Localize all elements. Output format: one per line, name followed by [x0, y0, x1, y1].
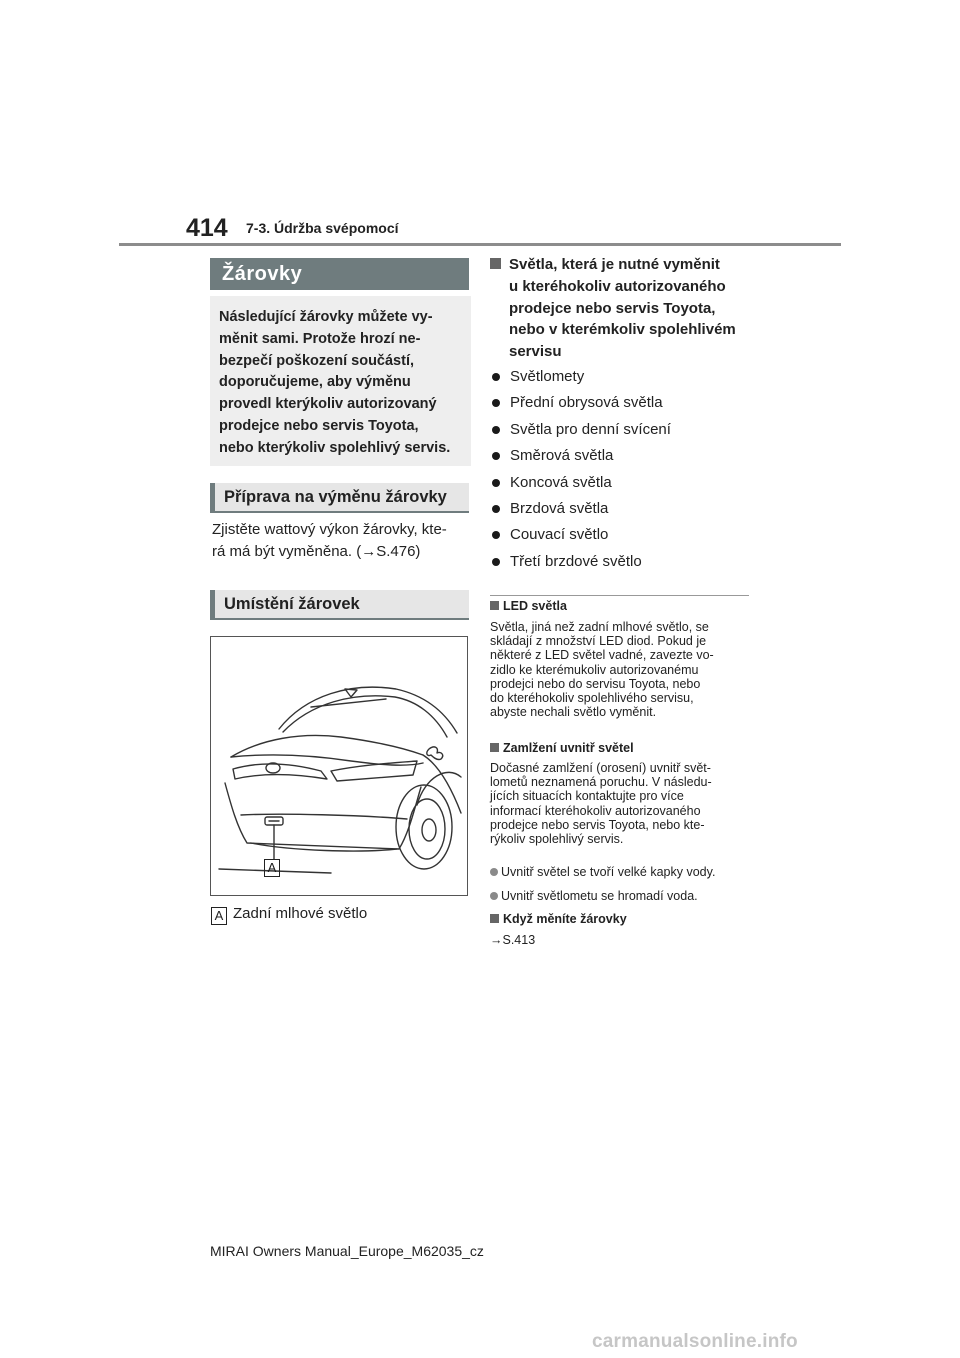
header-divider: [119, 243, 841, 246]
list-item: Přední obrysová světla: [490, 392, 750, 418]
note-line: zidlo ke kterémukoliv autorizovanému: [490, 662, 699, 677]
figure-legend: [211, 905, 367, 925]
fog-item: [490, 889, 698, 903]
dealer-replace-heading: [490, 254, 750, 363]
note-line: lometů neznamená poruchu. V následu-: [490, 775, 712, 790]
square-bullet-icon: [490, 601, 499, 610]
prep-heading: Příprava na výměnu žárovky: [210, 483, 469, 513]
prep-text: [212, 519, 447, 563]
square-bullet-icon: [490, 258, 501, 269]
list-item: Světla pro denní svícení: [490, 419, 750, 445]
square-bullet-icon: [490, 743, 499, 752]
page-number: 414: [186, 214, 228, 242]
note-line: jících situacích kontaktujte pro více: [490, 789, 684, 804]
intro-line: doporučujeme, aby výměnu: [219, 374, 411, 391]
note-line: rýkoliv spolehlivý servis.: [490, 832, 624, 847]
led-text: [490, 620, 752, 719]
note-line: abyste nechali světlo vyměnit.: [490, 705, 657, 720]
list-item: Couvací světlo: [490, 524, 750, 550]
intro-line: Následující žárovky můžete vy-: [219, 309, 433, 325]
intro-box: [210, 296, 471, 466]
circle-bullet-icon: [490, 892, 498, 900]
intro-line: provedl kterýkoliv autorizovaný: [219, 396, 437, 413]
change-heading-text: Když měníte žárovky: [503, 912, 627, 926]
heading-line: prodejce nebo servis Toyota,: [509, 299, 716, 317]
section-breadcrumb: 7-3. Údržba svépomocí: [246, 220, 399, 236]
led-heading-text: LED světla: [503, 599, 567, 613]
intro-line: nebo kterýkoliv spolehlivý servis.: [219, 439, 451, 456]
list-item: Směrová světla: [490, 445, 750, 471]
heading-line: u kteréhokoliv autorizovaného: [509, 277, 726, 295]
location-heading: Umístění žárovek: [210, 590, 469, 620]
fog-item: [490, 865, 715, 879]
note-line: Světla, jiná než zadní mlhové světlo, se: [490, 620, 709, 634]
heading-line: servisu: [509, 343, 562, 361]
legend-callout-a: A: [211, 907, 227, 925]
watermark: carmanualsonline.info: [592, 1331, 798, 1352]
figure-callout-a: A: [264, 859, 280, 877]
notes-divider: [490, 595, 749, 596]
intro-line: bezpečí poškození součástí,: [219, 352, 414, 369]
list-item: Světlomety: [490, 366, 750, 392]
prep-line: rá má být vyměněna. (→S.476): [212, 543, 421, 560]
fog-heading: [490, 741, 634, 755]
note-line: do kteréhokoliv spolehlivého servisu,: [490, 691, 694, 706]
intro-line: prodejce nebo servis Toyota,: [219, 417, 419, 434]
note-line: prodejce nebo servis Toyota, nebo kte-: [490, 817, 705, 832]
fog-heading-text: Zamlžení uvnitř světel: [503, 741, 634, 755]
note-line: skládají z množství LED diod. Pokud je: [490, 634, 707, 649]
change-heading: [490, 912, 627, 926]
square-bullet-icon: [490, 914, 499, 923]
led-heading: [490, 599, 567, 613]
note-line: prodejci nebo do servisu Toyota, nebo: [490, 676, 701, 691]
note-line: informací kteréhokoliv autorizovaného: [490, 803, 701, 818]
light-list: [490, 366, 750, 577]
note-line: Dočasné zamlžení (orosení) uvnitř svět-: [490, 761, 711, 775]
list-item: Třetí brzdové světlo: [490, 551, 750, 577]
list-item: Brzdová světla: [490, 498, 750, 524]
heading-line: nebo v kterémkoliv spolehlivém: [509, 321, 736, 339]
footer-doc-id: MIRAI Owners Manual_Europe_M62035_cz: [210, 1243, 484, 1259]
list-item: Koncová světla: [490, 472, 750, 498]
car-rear-drawing: [211, 637, 467, 895]
page-reference-link[interactable]: →S.413: [490, 933, 536, 947]
note-line: některé z LED světel vadné, zavezte vo-: [490, 648, 714, 663]
heading-line: Světla, která je nutné vyměnit: [509, 256, 720, 273]
fog-text: [490, 761, 752, 846]
circle-bullet-icon: [490, 868, 498, 876]
page-title: Žárovky: [210, 258, 469, 290]
fog-item-text: Uvnitř světlometu se hromadí voda.: [501, 889, 698, 903]
fog-item-text: Uvnitř světel se tvoří velké kapky vody.: [501, 865, 716, 879]
legend-text: Zadní mlhové světlo: [233, 905, 368, 922]
intro-line: měnit sami. Protože hrozí ne-: [219, 330, 421, 347]
rear-car-illustration: [210, 636, 468, 896]
prep-line: Zjistěte wattový výkon žárovky, kte-: [212, 521, 447, 538]
